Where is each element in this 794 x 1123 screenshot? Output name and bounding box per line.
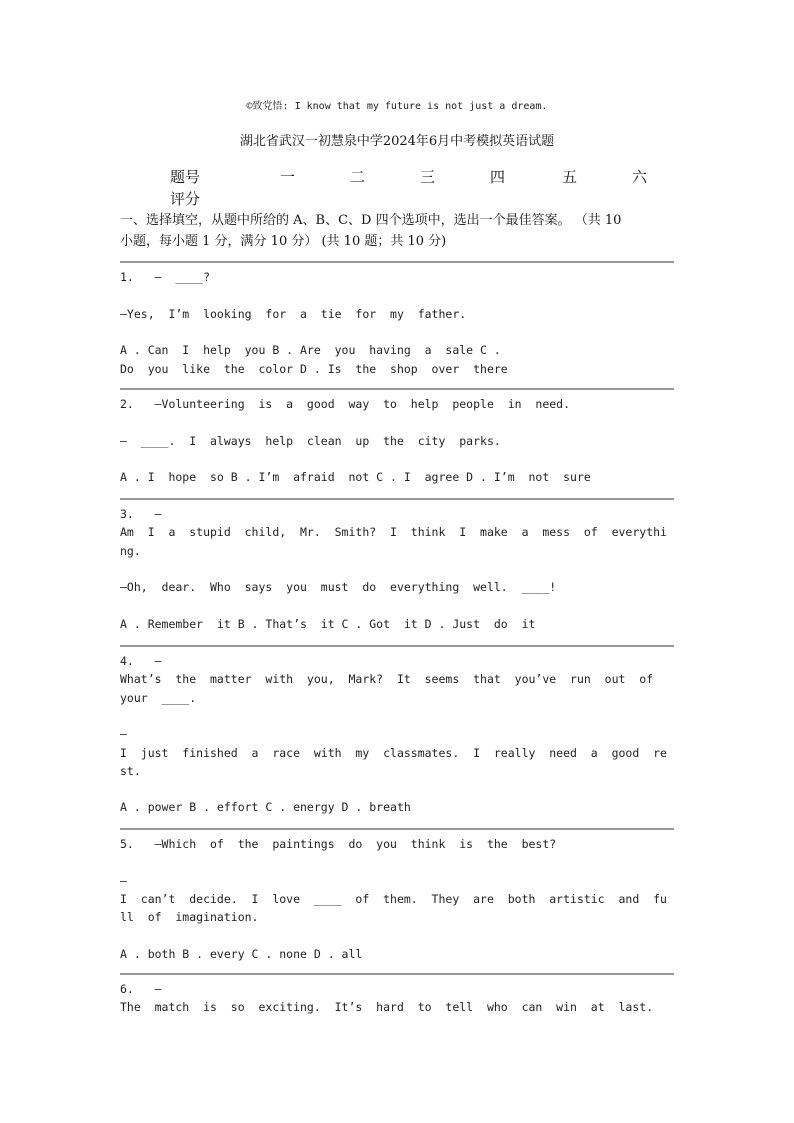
- question-line: A . Remember it B . That’s it C . Got it D . Just do it: [120, 616, 536, 631]
- section-instructions-line: 一、选择填空，从题中所给的 A、B、C、D 四个选项中，选出一个最佳答案。 （共 10: [120, 213, 622, 228]
- question-divider: [120, 828, 674, 830]
- question-line: —Yes, I’m looking for a tie for my father.: [120, 306, 467, 321]
- question-line: —: [120, 727, 127, 742]
- section-instructions-line: 小题，每小题 1 分，满分 10 分） (共 10 题；共 10 分): [120, 234, 447, 249]
- question-line: Am I a stupid child, Mr. Smith? I think I make a mess of everythi: [120, 525, 667, 540]
- question-line: The match is so exciting. It’s hard to tell who can win at last.: [120, 1000, 654, 1015]
- score-table-score-label: 评分: [170, 190, 201, 208]
- score-table-header-label: 题号: [170, 168, 201, 186]
- question-line: ll of imagination.: [120, 910, 259, 925]
- score-table-column: 五: [562, 168, 578, 186]
- question-line: I just finished a race with my classmates. I really need a good re: [120, 745, 667, 760]
- question-line: 2. —Volunteering is a good way to help people in need.: [120, 397, 571, 411]
- question-line: st.: [120, 763, 141, 778]
- question-divider: [120, 973, 674, 975]
- score-table-header-row: [170, 166, 670, 188]
- question-line: A . I hope so B . I’m afraid not C . I agree D . I’m not sure: [120, 470, 591, 485]
- score-table: [170, 166, 670, 210]
- question-line: Do you like the color D . Is the shop over there: [120, 361, 508, 376]
- question-line: 6. —: [120, 982, 162, 996]
- question-line: 1. — ____?: [120, 270, 211, 284]
- header-note: ©致党悟: I know that my future is not just a dream.: [246, 101, 548, 112]
- score-table-column: 六: [632, 168, 648, 186]
- question-line: A . both B . every C . none D . all: [120, 946, 363, 961]
- question-divider: [120, 498, 674, 500]
- exam-title: 湖北省武汉一初慧泉中学2024年6月中考模拟英语试题: [239, 134, 555, 149]
- question-line: 3. —: [120, 507, 162, 521]
- question-line: —Oh, dear. Who says you must do everything well. ____!: [120, 580, 557, 595]
- score-table-column: 二: [350, 168, 366, 186]
- question-line: your ____.: [120, 690, 197, 705]
- score-table-column: 四: [490, 168, 506, 186]
- question-line: 5. —Which of the paintings do you think is the best?: [120, 837, 557, 851]
- question-line: 4. —: [120, 654, 162, 668]
- question-line: — ____. I always help clean up the city parks.: [120, 433, 501, 448]
- question-line: ng.: [120, 543, 141, 558]
- question-line: A . Can I help you B . Are you having a sale C .: [120, 343, 501, 358]
- question-divider: [120, 261, 674, 263]
- question-line: —: [120, 873, 127, 888]
- score-table-column: 三: [420, 168, 436, 186]
- score-table-score-row: [170, 188, 670, 210]
- question-line: A . power B . effort C . energy D . breath: [120, 800, 411, 815]
- question-divider: [120, 388, 674, 390]
- question-divider: [120, 645, 674, 647]
- question-line: I can’t decide. I love ____ of them. They are both artistic and fu: [120, 891, 667, 906]
- section-instructions: [120, 210, 676, 252]
- question-line: What’s the matter with you, Mark? It seems that you’ve run out of: [120, 672, 654, 687]
- score-table-column: 一: [280, 168, 296, 186]
